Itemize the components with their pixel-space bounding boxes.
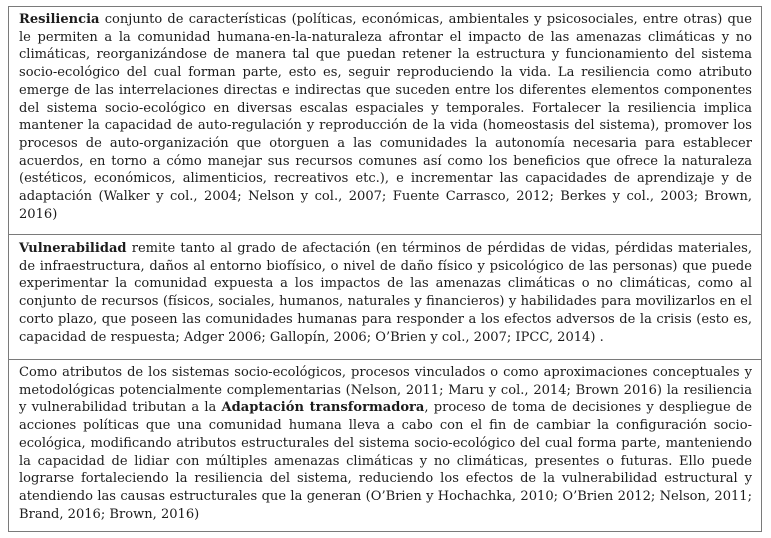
resiliencia-definition: conjunto de características (políticas, económicas, ambientales y psicosociales, entre otras) que le permiten a la comunidad humana-en-la-naturaleza afrontar el impacto de las amenazas climáticas y no climáticas, reorganizándose de manera tal que puedan retener la estructura y funcionamiento del sistema socio-ecológico del cual forman parte, esto es, seguir reproduciendo la vida. La resiliencia como atributo emerge de las interrelaciones directas e indirectas que suceden entre los diferentes elementos componentes del sistema socio-ecológico en diversas escalas espaciales y temporales. Fortalecer la resiliencia implica mantener la capacidad de auto-regulación y reproducción de la vida (homeostasis del sistema), promover los procesos de auto-organización que otorguen a las comunidades la autonomía necesaria para establecer acuerdos, en torno a cómo manejar sus recursos comunes así como los beneficios que ofrece la naturaleza (estéticos, económicos, alimenticios, recreativos etc.), e incrementar las capacidades de aprendizaje y de adaptación (Walker y col., 2004; Nelson y col., 2007; Fuente Carrasco, 2012; Berkes y col., 2003; Brown, 2016) — [19, 12, 752, 222]
adaptacion-paragraph — [19, 364, 752, 523]
resiliencia-term: Resiliencia — [19, 12, 100, 27]
adaptacion-definition: , proceso de toma de decisiones y despliegue de acciones políticas que una comunidad humana lleva a cabo con el fin de cambiar la configuración socio-ecológica, modificando atributos estructurales del sistema socio-ecológico del cual forma parte, manteniendo la capacidad de lidiar con múltiples amenazas climáticas y no climáticas, presentes o futuras. Ello puede lograrse fortaleciendo la resiliencia del sistema, reduciendo los efectos de la vulnerabilidad estructural y atendiendo las causas estructurales que la generan (O’Brien y Hochachka, 2010; O’Brien 2012; Nelson, 2011; Brand, 2016; Brown, 2016) — [19, 400, 752, 522]
vulnerabilidad-definition: remite tanto al grado de afectación (en términos de pérdidas de vidas, pérdidas materiales, de infraestructura, daños al entorno biofísico, o nivel de daño físico y psicológico de las personas) que puede experimentar la comunidad expuesta a los impactos de las amenazas climáticas o no climáticas, como al conjunto de recursos (físicos, sociales, humanos, naturales y financieros) y habilidades para movilizarlos en el corto plazo, que poseen las comunidades humanas para responder a los efectos adversos de la crisis (esto es, capacidad de respuesta; Adger 2006; Gallopín, 2006; O’Brien y col., 2007; IPCC, 2014) . — [19, 241, 752, 345]
vulnerabilidad-term: Vulnerabilidad — [19, 241, 127, 256]
definitions-table — [8, 6, 762, 532]
resiliencia-row — [9, 11, 761, 223]
adaptacion-row — [9, 359, 761, 523]
adaptacion-term: Adaptación transformadora — [221, 400, 425, 416]
resiliencia-paragraph — [19, 11, 752, 223]
adaptacion-intro: Como atributos de los sistemas socio-ecológicos, procesos vinculados o como aproximaciones conceptuales y metodológicas potencialmente complementarias (Nelson, 2011; Maru y col., 2014; Brown 2016) la resiliencia y vulnerabilidad tributan a la — [19, 365, 752, 416]
vulnerabilidad-paragraph — [19, 240, 752, 346]
vulnerabilidad-row — [9, 234, 761, 346]
